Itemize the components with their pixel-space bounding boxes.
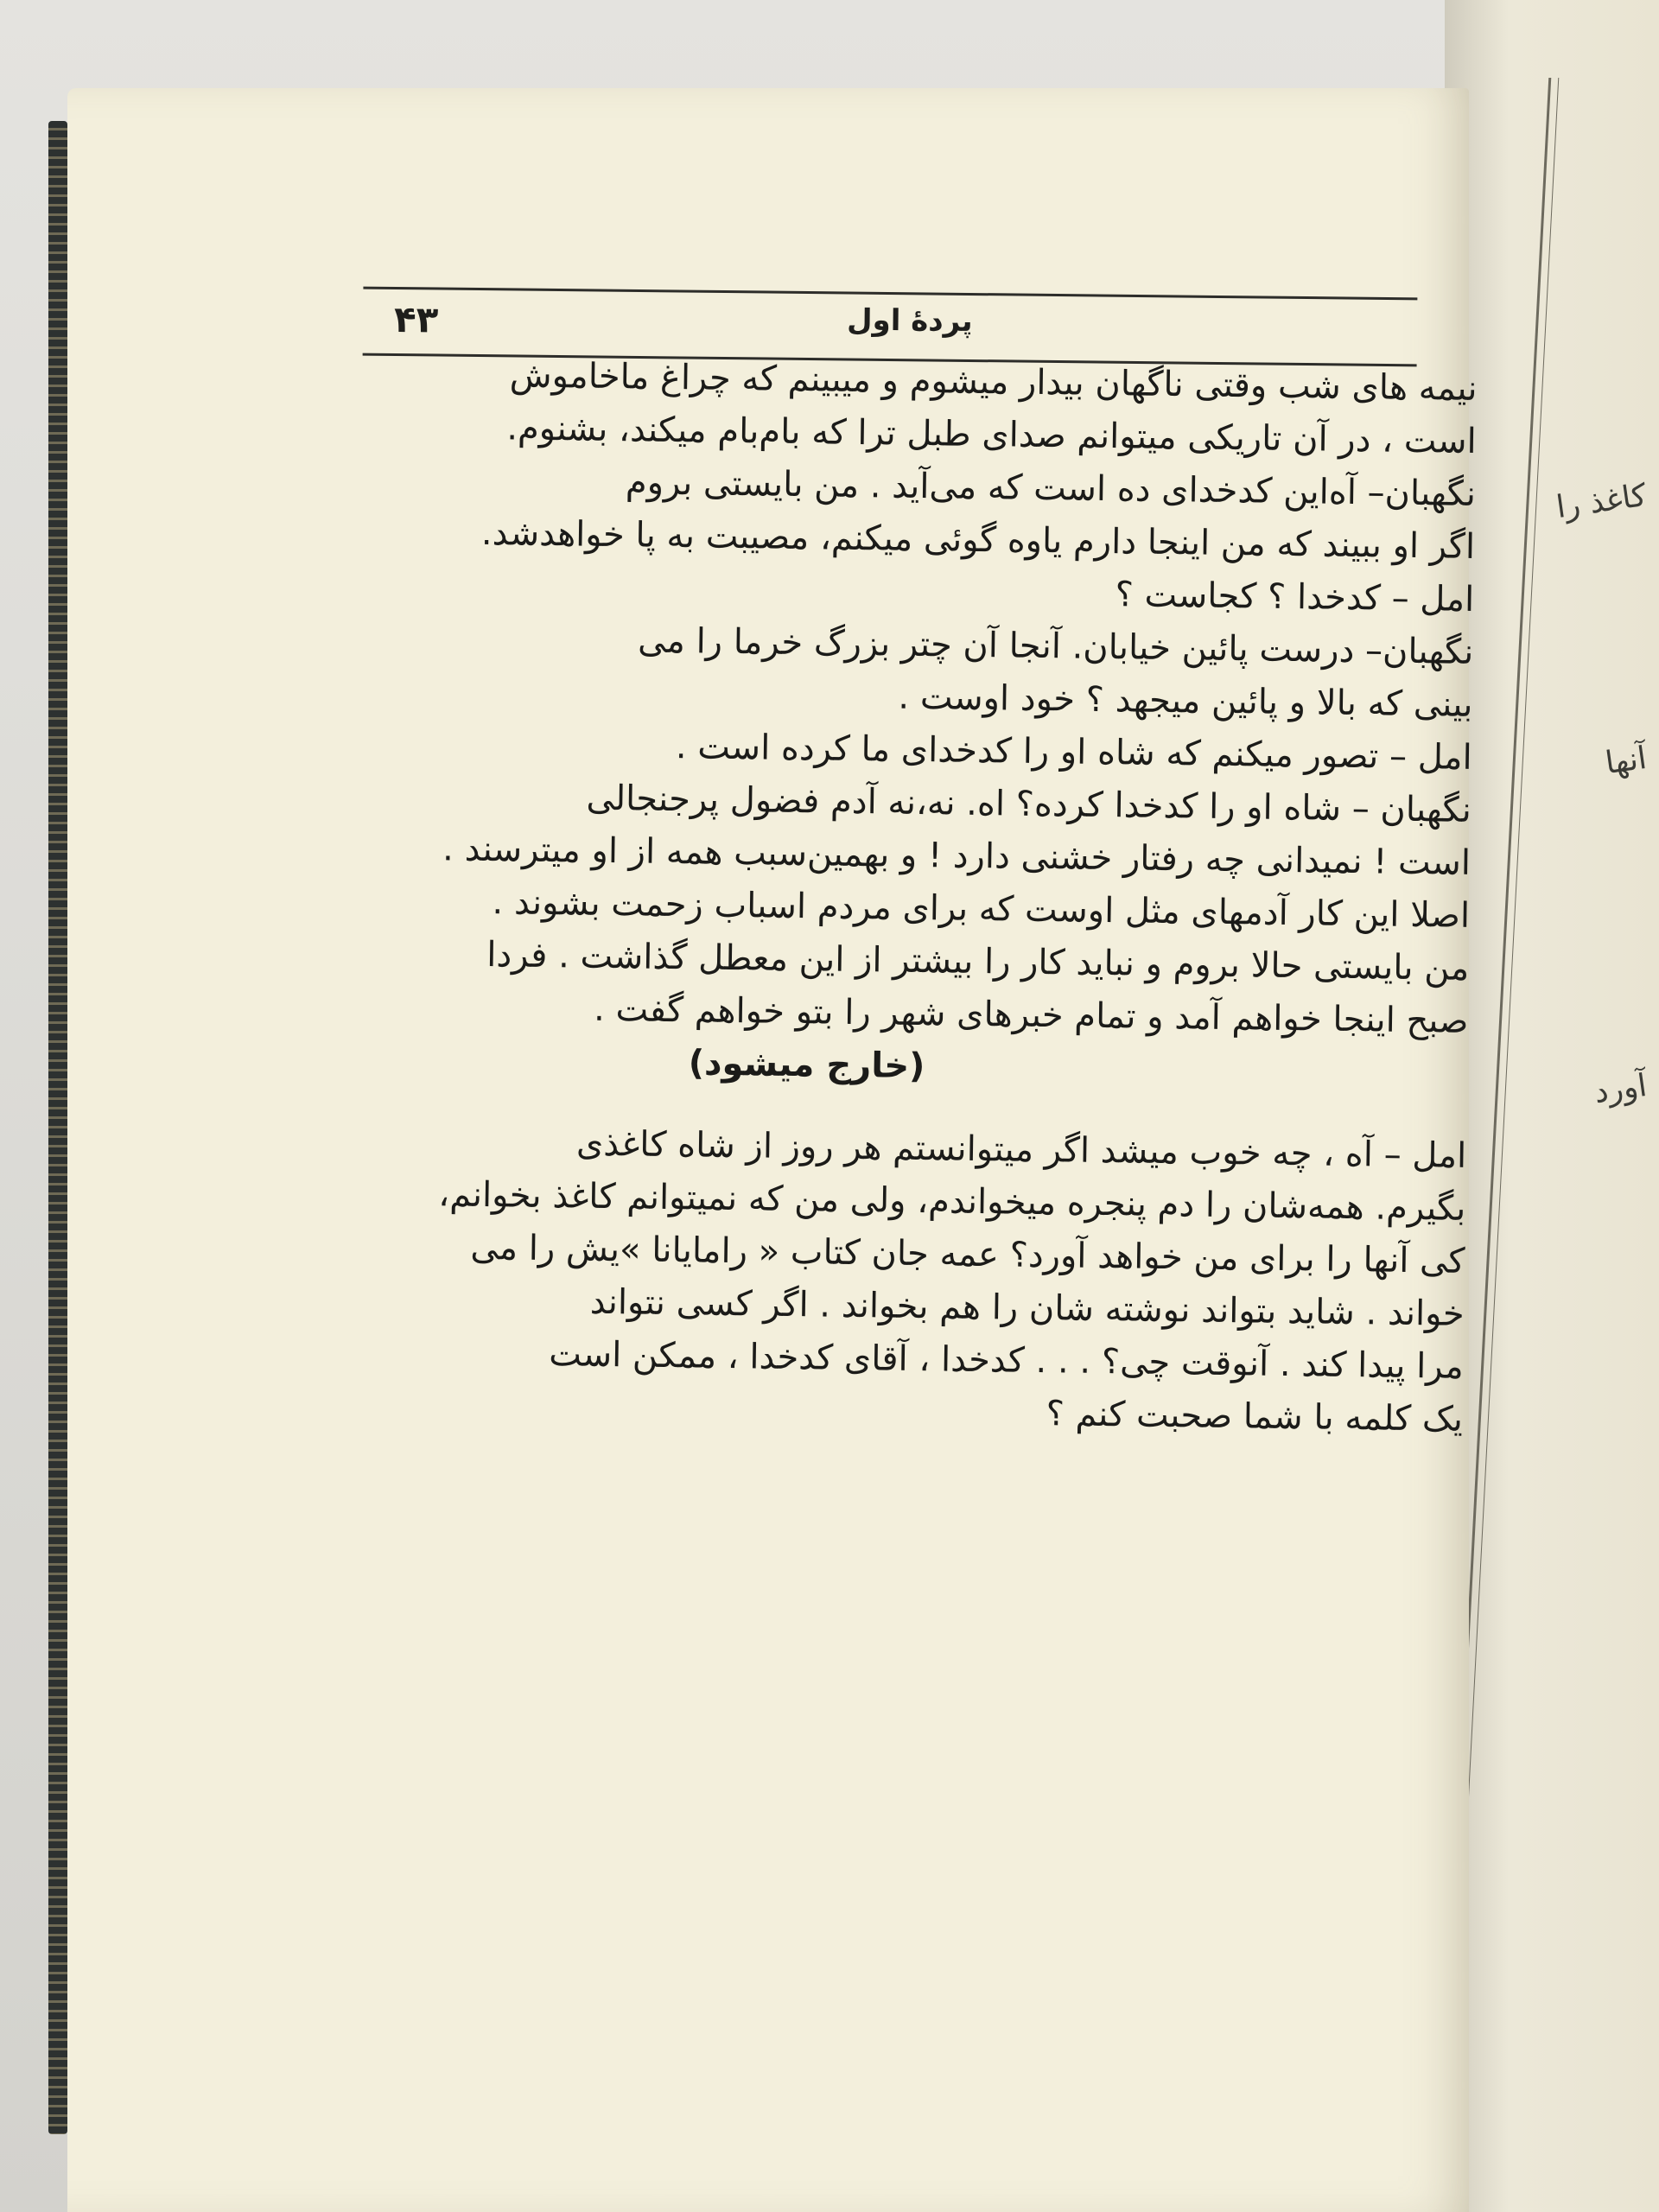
text-line: است ! نمیدانی چه رفتار خشنی دارد ! و بهمین‌سبب همه از او میترسند .	[442, 829, 1471, 883]
text-line: اصلا این کار آدمهای مثل اوست که برای مردم اسباب زحمت بشوند .	[492, 882, 1471, 936]
text-line: من بایستی حالا بروم و نباید کار را بیشتر از این معطل گذاشت . فردا	[486, 935, 1470, 988]
stage-direction: (خارج میشود)	[688, 1043, 925, 1087]
running-title: پردهٔ اول	[846, 302, 973, 339]
text-line: خواند . شاید بتواند نوشته شان را هم بخواند . اگر کسی نتواند	[589, 1281, 1465, 1334]
page-text	[331, 347, 1478, 1446]
text-line: امل – تصور میکنم که شاه او را کدخدای ما کرده است .	[675, 727, 1472, 778]
text-line: نیمه های شب وقتی ناگهان بیدار میشوم و میبینم که چراغ ماخاموش	[509, 355, 1478, 409]
text-line: نگهبان – شاه او را کدخدا کرده؟ اه. نه،نه آدم فضول پرجنجالی	[586, 778, 1472, 830]
text-line: صبح اینجا خواهم آمد و تمام خبرهای شهر را بتو خواهم گفت .	[593, 988, 1469, 1041]
facing-page-text: آورد	[1592, 1067, 1649, 1111]
text-line: امل – آه ، چه خوب میشد اگر میتوانستم هر روز از شاه کاغذی	[575, 1123, 1467, 1176]
text-line: نگهبان– آه‌این کدخدای ده است که می‌آید . من بایستی بروم	[625, 462, 1477, 514]
text-line: نگهبان– درست پائین خیابان. آنجا آن چتر بزرگ خرما را می	[637, 620, 1474, 672]
text-line: بگیرم. همه‌شان را دم پنجره میخواندم، ولی من که نمیتوانم کاغذ بخوانم،	[438, 1174, 1466, 1229]
facing-page-text: آنها	[1603, 740, 1649, 782]
text-line: کی آنها را برای من خواهد آورد؟ عمه جان کتاب « رامایانا »یش را می	[470, 1227, 1465, 1281]
book-spine	[48, 121, 67, 2134]
text-line: یک کلمه با شما صحبت کنم ؟	[1046, 1394, 1464, 1440]
text-line: بینی که بالا و پائین میجهد ؟ خود اوست .	[898, 677, 1473, 725]
facing-page	[1445, 0, 1659, 2212]
text-line: است ، در آن تاریکی میتوانم صدای طبل ترا که بام‌بام میکند، بشنوم.	[506, 408, 1478, 461]
text-line: امل – کدخدا ؟ کجاست ؟	[1115, 575, 1475, 620]
text-line: مرا پیدا کند . آنوقت چی؟ . . . کدخدا ، آقای کدخدا ، ممکن است	[549, 1334, 1465, 1387]
facing-page-text: کاغذ را	[1554, 477, 1649, 526]
text-line: اگر او ببیند که من اینجا دارم یاوه گوئی میکنم، مصیبت به پا خواهدشد.	[480, 512, 1476, 567]
page-number: ۴۳	[393, 297, 439, 341]
